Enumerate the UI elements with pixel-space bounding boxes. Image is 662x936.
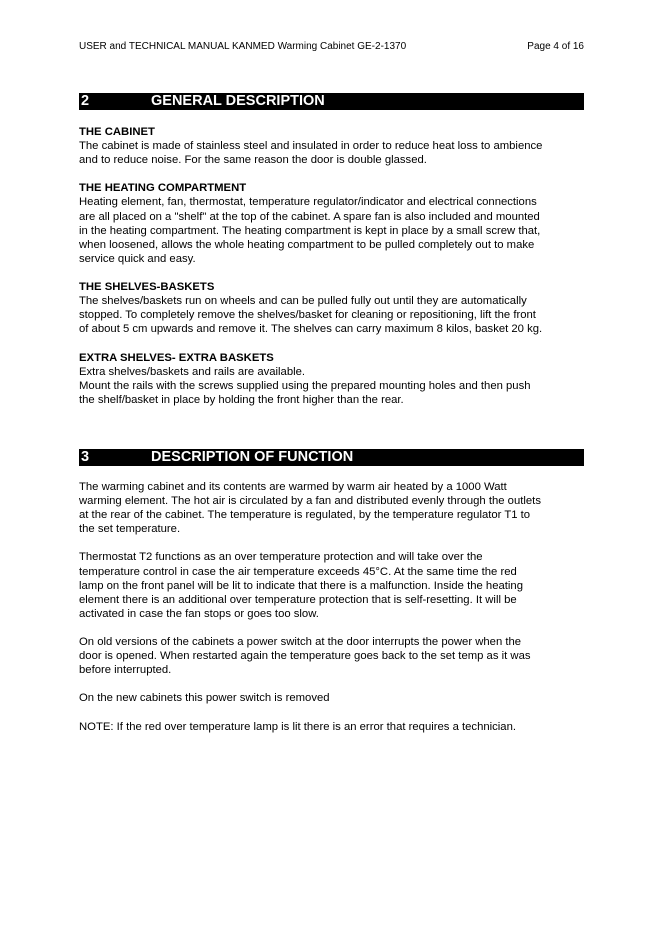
body-line: when loosened, allows the whole heating compartment to be pulled completely out to make <box>79 238 535 251</box>
function-description-body <box>79 480 584 734</box>
body-line: and to reduce noise. For the same reason the door is double glassed. <box>79 154 427 167</box>
subsection-heading-heating-compartment: THE HEATING COMPARTMENT <box>79 182 247 195</box>
body-line: The warming cabinet and its contents are warmed by warm air heated by a 1000 Watt <box>79 481 507 493</box>
body-line: Heating element, fan, thermostat, temperature regulator/indicator and electrical connections <box>79 196 537 209</box>
body-line: at the rear of the cabinet. The temperature is regulated, by the temperature regulator T1 to <box>79 509 531 522</box>
body-line: activated in case the fan stops or goes too slow. <box>79 607 319 620</box>
body-line: stopped. To completely remove the shelves/basket for cleaning or repositioning, lift the front <box>79 309 536 322</box>
body-line: of about 5 cm upwards and remove it. The shelves can carry maximum 8 kilos, basket 20 kg. <box>79 323 543 336</box>
section-number: 2 <box>81 93 90 109</box>
section-heading-description-of-function <box>79 449 584 466</box>
running-header <box>79 40 584 54</box>
body-line: Thermostat T2 functions as an over temperature protection and will take over the <box>79 551 483 564</box>
subsection-heading-cabinet: THE CABINET <box>79 126 155 138</box>
subsection-heading-shelves-baskets: THE SHELVES-BASKETS <box>79 281 215 294</box>
body-line: are all placed on a "shelf" at the top of the cabinet. A spare fan is also included and mounted <box>79 210 540 223</box>
body-line: service quick and easy. <box>79 252 196 265</box>
general-description-body <box>79 125 584 407</box>
body-line: before interrupted. <box>79 664 172 677</box>
body-line: lamp on the front panel will be lit to indicate that there is a malfunction. Inside the heating <box>79 579 523 592</box>
body-line: On old versions of the cabinets a power switch at the door interrupts the power when the <box>79 636 522 649</box>
subsection-heading-extra-shelves: EXTRA SHELVES- EXTRA BASKETS <box>79 351 274 364</box>
section-heading-general-description <box>79 93 584 110</box>
body-line: door is opened. When restarted again the temperature goes back to the set temp as it was <box>79 650 531 663</box>
body-line: in the heating compartment. The heating compartment is kept in place by a small screw that, <box>79 224 541 237</box>
body-line: temperature control in case the air temperature exceeds 45°C. At the same time the red <box>79 565 517 578</box>
body-line: warming element. The hot air is circulated by a fan and distributed evenly through the outlets <box>79 495 541 508</box>
body-line: On the new cabinets this power switch is removed <box>79 692 330 705</box>
section-number: 3 <box>81 449 90 465</box>
body-line: the set temperature. <box>79 523 181 536</box>
body-line: element there is an additional over temperature protection that is self-resetting. It will be <box>79 593 517 606</box>
note-line: NOTE: If the red over temperature lamp is lit there is an error that requires a technician. <box>79 720 517 733</box>
body-line: the shelf/basket in place by holding the front higher than the rear. <box>79 393 404 406</box>
body-line: The shelves/baskets run on wheels and can be pulled fully out until they are automatically <box>79 295 527 308</box>
body-line: Extra shelves/baskets and rails are available. <box>79 365 306 378</box>
page-number: Page 4 of 16 <box>527 41 584 52</box>
section-title: GENERAL DESCRIPTION <box>151 93 325 109</box>
body-line: The cabinet is made of stainless steel and insulated in order to reduce heat loss to ambience <box>79 140 543 153</box>
body-line: Mount the rails with the screws supplied using the prepared mounting holes and then push <box>79 379 531 392</box>
document-title: USER and TECHNICAL MANUAL KANMED Warming Cabinet GE-2-1370 <box>79 41 407 52</box>
section-title: DESCRIPTION OF FUNCTION <box>151 449 354 465</box>
